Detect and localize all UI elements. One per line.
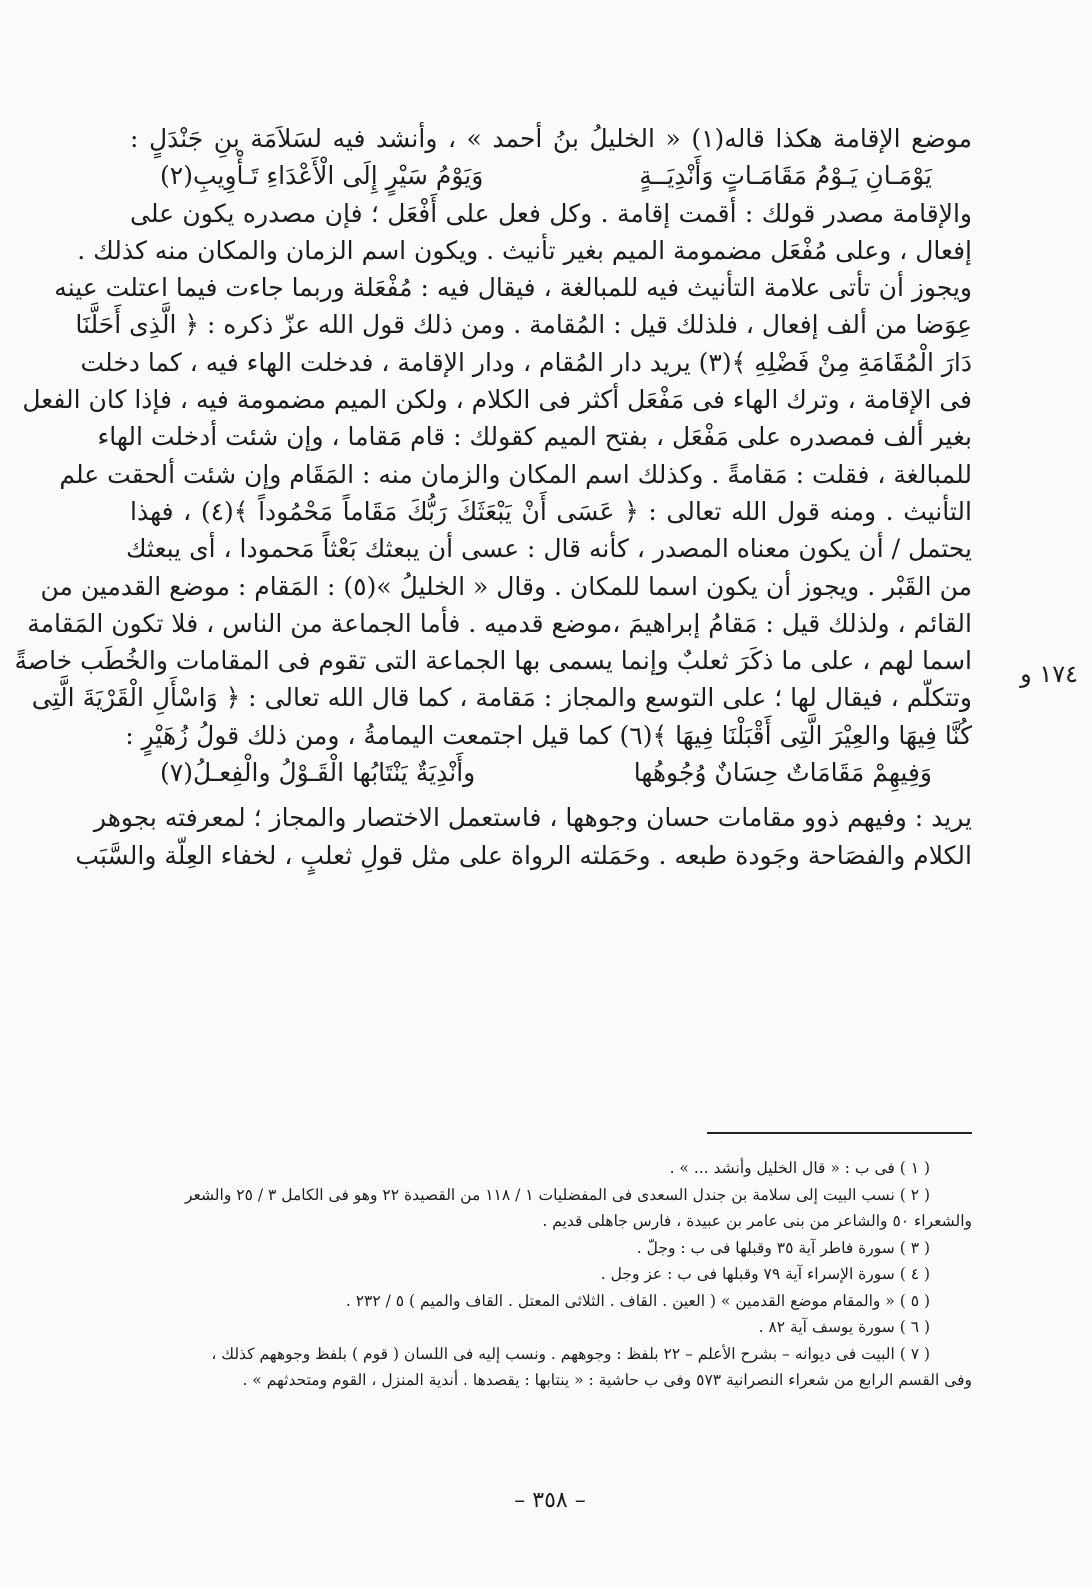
footnote: ( ٣ ) سورة فاطر آية ٣٥ وقبلها فى ب : وجلّ . — [636, 1238, 930, 1257]
text-line: كُنَّا فِيهَا والعِيْرَ الَّتِى أَقْبَلْنَا فِيهَا ﴾(٦) كما قيل اجتمعت اليمامةُ ، ومن ذلك قولُ زُهَيْرٍ : — [125, 720, 972, 750]
text-line: الكلام والفصَاحة وجَودة طبعه . وحَمَلته الرواة على مثل قولِ ثعلبٍ ، لخفاء العِلّة والسَّبَب — [75, 840, 972, 870]
text-line: دَارَ الْمُقَامَةِ مِنْ فَضْلِهِ ﴾(٣) يريد دار المُقام ، ودار الإقامة ، فدخلت الهاء فيه ، كما دخلت — [80, 347, 972, 377]
verse-salama — [130, 157, 972, 194]
verse-hemistich-left: وَيَوْمُ سَيْرٍ إِلَى الْأَعْدَاءِ تَـأْوِيبِ(٢) — [160, 161, 484, 191]
text-line: التأنيث . ومنه قول الله تعالى : ﴿ عَسَى أَنْ يَبْعَثَكَ رَبُّكَ مَقَاماً مَحْمُوداً ﴾(٤) ، فهذا — [130, 496, 972, 526]
verse-hemistich-right: وَفِيهِمْ مَقَامَاتٌ حِسَانٌ وُجُوهُها — [633, 758, 932, 788]
footnote: ( ٦ ) سورة يوسف آية ٨٢ . — [758, 1318, 930, 1336]
footnote: ( ٤ ) سورة الإسراء آية ٧٩ وقبلها فى ب : عز وجل . — [600, 1265, 930, 1283]
text-line: فى الإقامة ، وترك الهاء فى مَفْعَل أكثر فى الكلام ، ولكن الميم مضمومة فيه ، فإذا كان الفعل — [22, 385, 972, 415]
verse-hemistich-left: وأَنْدِيَةٌ يَنْتَابُها الْقَـوْلُ والْفِعـلُ(٧) — [160, 758, 476, 788]
footnote-continuation: وفى القسم الرابع من شعراء النصرانية ٥٧٣ وفى ب حاشية : « ينتابها : يقصدها . أندية المنزل ، القوم ومتحدثهم » . — [242, 1371, 972, 1389]
text-line: وتتكلّم ، فيقال لها ؛ على التوسع والمجاز : مَقامة ، كما قال الله تعالى : ﴿ وَاسْأَلِ الْقَرْيَةَ الَّتِى — [31, 683, 972, 713]
footnote-separator — [707, 1132, 972, 1134]
main-text — [14, 120, 972, 874]
footnote: ( ١ ) فى ب : « قال الخليل وأنشد ... » . — [669, 1159, 930, 1177]
verse-hemistich-right: يَوْمَـانِ يَـوْمُ مَقَامَـاتٍ وَأَنْدِيَــةٍ — [639, 161, 932, 191]
footnote: ( ٥ ) « والمقام موضع القدمين » ( العين . القاف . الثلاثى المعتل . القاف والميم ) ٥ / ٢٣٢ . — [345, 1291, 930, 1310]
text-line: للمبالغة ، فقلت : مَقامةً . وكذلك اسم المكان والزمان منه : المَقَام وإن شئت ألحقت علم — [59, 459, 972, 489]
text-line: إفعال ، وعلى مُفْعَل مضمومة الميم بغير تأنيث . ويكون اسم الزمان والمكان منه كذلك . — [77, 235, 972, 265]
folio-margin-note: ١٧٤ و — [1020, 660, 1078, 688]
text-line: بغير ألف فمصدره على مَفْعَل ، بفتح الميم كقولك : قام مَقاما ، وإن شئت أدخلت الهاء — [97, 422, 972, 452]
text-line: القائم ، ولذلك قيل : مَقامُ إبراهيمَ ،موضع قدميه . فأما الجماعة من الناس ، فلا تكون المَقامة — [27, 608, 972, 638]
text-line: موضع الإقامة هكذا قاله(١) « الخليلُ بنُ أحمد » ، وأنشد فيه لسَلاَمَة بنِ جَنْدَلٍ : — [130, 124, 972, 153]
text-line: من القَبْر . ويجوز أن يكون اسما للمكان . وقال « الخليلُ »(٥) : المَقام : موضع القدمين من — [40, 571, 972, 601]
verse-zuhayr — [130, 754, 972, 791]
text-line: يريد : وفيهم ذوو مقامات حسان وجوهها ، فاستعمل الاختصار والمجاز ؛ لمعرفته بجوهر — [93, 803, 972, 833]
text-line: اسما لهم ، على ما ذكَرَ ثعلبٌ وإنما يسمى بها الجماعة التى تقوم فى المقامات والخُطَب خاصةً — [14, 646, 972, 676]
text-line: يحتمل / أن يكون معناه المصدر ، كأنه قال : عسى أن يبعثك بَعْثاً مَحمودا ، أى يبعثك — [125, 534, 972, 564]
footnote: ( ٧ ) البيت فى ديوانه – بشرح الأعلم – ٢٢ بلفظ : وجوههم . ونسب إليه فى اللسان ( قوم ) بلفظ وجوههم كذلك ، — [211, 1344, 930, 1363]
text-line: عِوَضا من ألف إفعال ، فلذلك قيل : المُقامة . ومن ذلك قول الله عزّ ذكره : ﴿ الَّذِى أَحَلَّنَا — [75, 310, 972, 340]
footnote: ( ٢ ) نسب البيت إلى سلامة بن جندل السعدى فى المفضليات ١ / ١١٨ من القصيدة ٢٢ وهو فى الكامل ٣ / ٢٥ والشعر — [184, 1185, 930, 1204]
page-number: – ٣٥٨ – — [514, 1488, 586, 1513]
text-line: والإقامة مصدر قولك : أقمت إقامة . وكل فعل على أَفْعَل ؛ فإن مصدره يكون على — [130, 198, 972, 228]
footnotes — [130, 1155, 972, 1394]
text-line: ويجوز أن تأتى علامة التأنيث فيه للمبالغة ، فيقال فيه : مُفْعَلة وربما جاءت فيما اعتلت عينه — [54, 273, 972, 303]
footnote-continuation: والشعراء ٥٠ والشاعر من بنى عامر بن عبيدة ، فارس جاهلى قديم . — [542, 1212, 972, 1230]
